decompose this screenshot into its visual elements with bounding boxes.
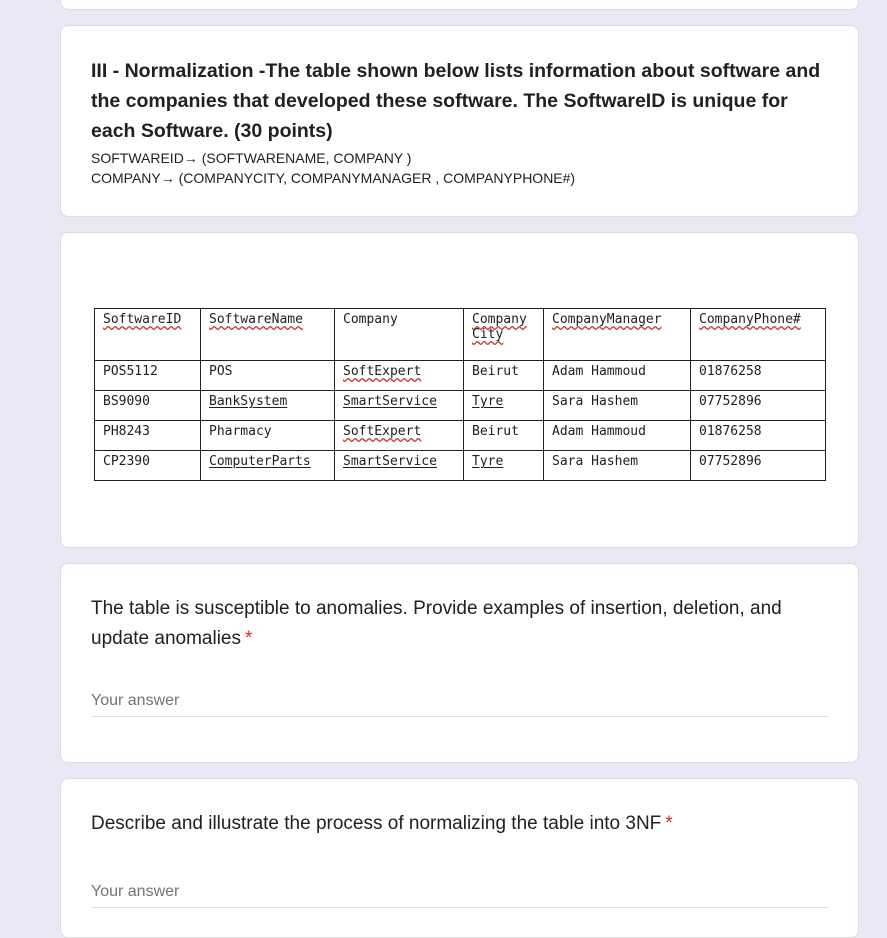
answer-input[interactable]: Your answer — [91, 883, 829, 908]
header-cell: CompanyManager — [544, 309, 691, 361]
required-asterisk: * — [245, 628, 253, 649]
previous-card — [60, 0, 859, 10]
table-cell: POS — [201, 361, 335, 391]
table-row — [95, 421, 826, 451]
table-cell: BankSystem — [201, 391, 335, 421]
header-cell: Company — [335, 309, 464, 361]
table-cell: SmartService — [335, 391, 464, 421]
software-table — [94, 308, 826, 481]
table-cell: Beirut — [464, 361, 544, 391]
header-cell: Company City — [464, 309, 544, 361]
table-image-card — [60, 232, 859, 548]
table-cell: POS5112 — [95, 361, 201, 391]
table-cell: Tyre — [464, 451, 544, 481]
table-row — [95, 361, 826, 391]
dependency-2: COMPANY→ (COMPANYCITY, COMPANYMANAGER , COMPANYPHONE#) — [91, 170, 576, 186]
table-cell: 01876258 — [691, 361, 826, 391]
table-cell: Tyre — [464, 391, 544, 421]
table-row — [95, 391, 826, 421]
dependency-1: SOFTWAREID→ (SOFTWARENAME, COMPANY ) — [91, 150, 412, 166]
table-cell: Sara Hashem — [544, 451, 691, 481]
required-asterisk: * — [665, 813, 673, 834]
question-card-normalization — [60, 778, 859, 938]
table-cell: SmartService — [335, 451, 464, 481]
section-title: III - Normalization -The table shown below lists information about software and the companies that developed these software. The SoftwareID is unique for each Software. (30 points) — [91, 60, 821, 142]
answer-input[interactable]: Your answer — [91, 692, 829, 717]
question-title: The table is susceptible to anomalies. Provide examples of insertion, deletion, and update anomalies * — [91, 598, 782, 649]
table-cell: Pharmacy — [201, 421, 335, 451]
section-header-card — [60, 25, 859, 217]
table-cell: Adam Hammoud — [544, 421, 691, 451]
table-cell: 07752896 — [691, 451, 826, 481]
question-card-anomalies — [60, 563, 859, 763]
table-cell: BS9090 — [95, 391, 201, 421]
table-cell: CP2390 — [95, 451, 201, 481]
table-cell: Beirut — [464, 421, 544, 451]
question-title: Describe and illustrate the process of normalizing the table into 3NF * — [91, 813, 673, 834]
table-cell: SoftExpert — [335, 361, 464, 391]
table-cell: 01876258 — [691, 421, 826, 451]
table-cell: SoftExpert — [335, 421, 464, 451]
table-cell: PH8243 — [95, 421, 201, 451]
header-cell: SoftwareID — [95, 309, 201, 361]
table-cell: 07752896 — [691, 391, 826, 421]
table-row — [95, 451, 826, 481]
section-description — [91, 148, 828, 188]
table-cell: Sara Hashem — [544, 391, 691, 421]
table-cell: Adam Hammoud — [544, 361, 691, 391]
table-header-row — [95, 309, 826, 361]
header-cell: CompanyPhone# — [691, 309, 826, 361]
header-cell: SoftwareName — [201, 309, 335, 361]
table-cell: ComputerParts — [201, 451, 335, 481]
